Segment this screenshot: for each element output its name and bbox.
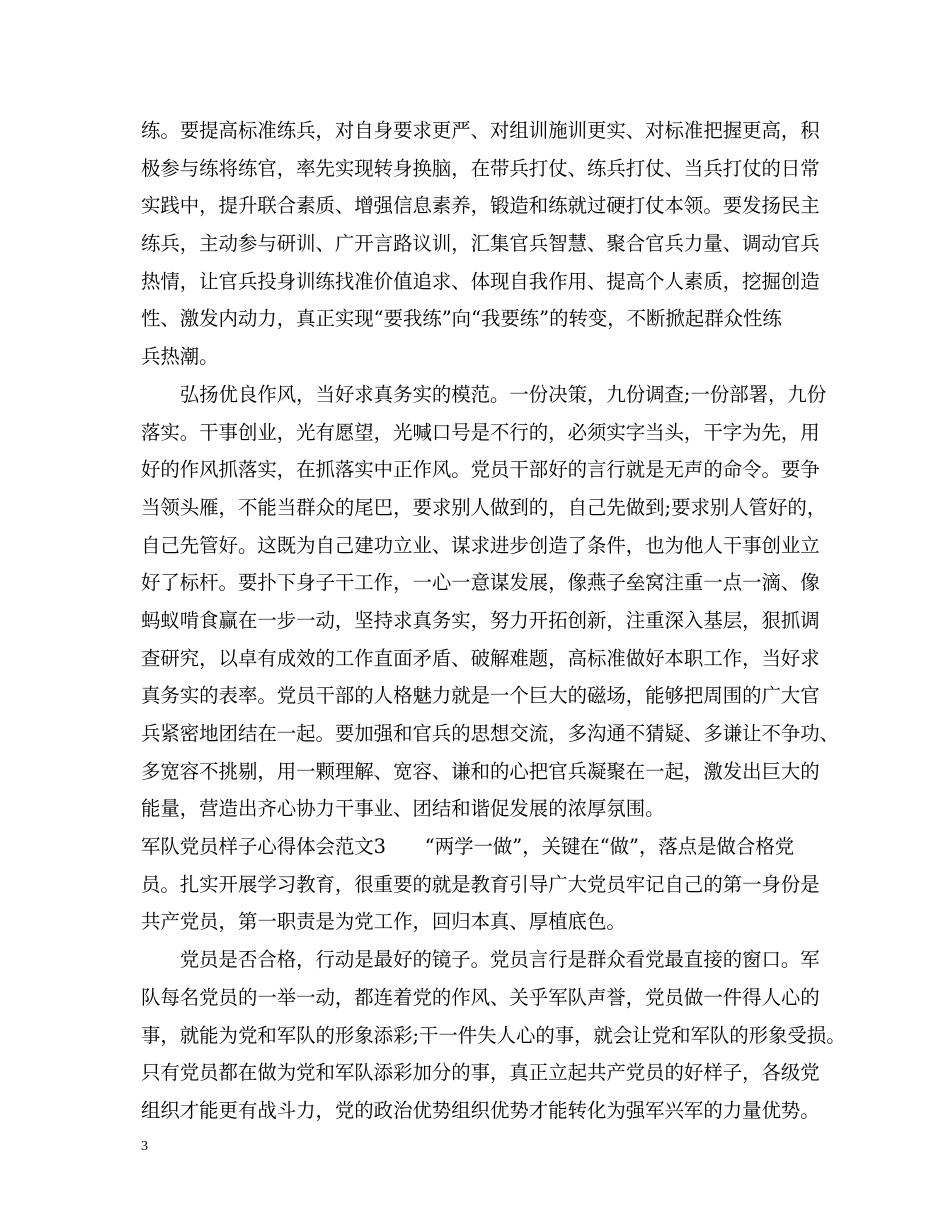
text-line: 落实。干事创业，光有愿望，光喊口号是不行的，必须实字当头，干字为先，用: [141, 420, 820, 444]
text-line: 真务实的表率。党员干部的人格魅力就是一个巨大的磁场，能够把周围的广大官: [141, 684, 820, 708]
text-line: 蚂蚁啃食赢在一步一动，坚持求真务实，努力开拓创新，注重深入基层，狠抓调: [141, 608, 820, 632]
text-line: 军队党员样子心得体会范文3 “两学一做”，关键在“做”，落点是做合格党: [141, 835, 795, 859]
text-line: 能量，营造出齐心协力干事业、团结和谐促发展的浓厚氛围。: [141, 797, 665, 821]
text-line: 党员是否合格，行动是最好的镜子。党员言行是群众看党最直接的窗口。军: [141, 948, 820, 972]
text-line: 自己先管好。这既为自己建功立业、谋求进步创造了条件，也为他人干事创业立: [141, 533, 820, 557]
text-line: 好了标杆。要扑下身子干工作，一心一意谋发展，像燕子垒窝注重一点一滴、像: [141, 571, 820, 595]
text-line: 查研究，以卓有成效的工作直面矛盾、破解难题，高标准做好本职工作，当好求: [141, 646, 820, 670]
paragraph-essay-3-intro: [141, 828, 821, 941]
text-line: 练兵，主动参与研训、广开言路议训，汇集官兵智慧、聚合官兵力量、调动官兵: [141, 232, 820, 256]
document-body: [141, 112, 846, 1130]
text-line: 性、激发内动力，真正实现“要我练”向“我要练”的转变，不断掀起群众性练: [141, 307, 782, 331]
text-line: 事，就能为党和军队的形象添彩;干一件失人心的事，就会让党和军队的形象受损。: [141, 1023, 846, 1047]
paragraph-training: [141, 112, 821, 376]
text-line: 共产党员，第一职责是为党工作，回归本真、厚植底色。: [141, 910, 626, 934]
paragraph-work-style: [141, 376, 840, 828]
text-line: 多宽容不挑剔，用一颗理解、宽容、谦和的心把官兵凝聚在一起，激发出巨大的: [141, 759, 820, 783]
text-line: 实践中，提升联合素质、增强信息素养，锻造和练就过硬打仗本领。要发扬民主: [141, 194, 820, 218]
text-line: 兵热潮。: [141, 345, 219, 369]
text-line: 极参与练将练官，率先实现转身换脑，在带兵打仗、练兵打仗、当兵打仗的日常: [141, 156, 820, 180]
text-line: 兵紧密地团结在一起。要加强和官兵的思想交流，多沟通不猜疑、多谦让不争功、: [141, 722, 840, 745]
text-line: 员。扎实开展学习教育，很重要的就是教育引导广大党员牢记自己的第一身份是: [141, 872, 820, 896]
text-line: 好的作风抓落实，在抓落实中正作风。党员干部好的言行就是无声的命令。要争: [141, 458, 820, 482]
text-line: 练。要提高标准练兵，对自身要求更严、对组训施训更实、对标准把握更高，积: [141, 119, 820, 142]
text-line: 队每名党员的一举一动，都连着党的作风、关乎军队声誉，党员做一件得人心的: [141, 985, 820, 1009]
text-line: 组织才能更有战斗力，党的政治优势组织优势才能转化为强军兴军的力量优势。: [141, 1098, 820, 1122]
text-line: 当领头雁，不能当群众的尾巴，要求别人做到的，自己先做到;要求别人管好的，: [141, 495, 827, 519]
text-line: 热情，让官兵投身训练找准价值追求、体现自我作用、提高个人素质，挖掘创造: [141, 269, 820, 293]
paragraph-party-members: [141, 941, 846, 1129]
page-number: 3: [141, 1139, 148, 1154]
text-line: 弘扬优良作风，当好求真务实的模范。一份决策，九份调查;一份部署，九份: [141, 382, 827, 406]
text-line: 只有党员都在做为党和军队添彩加分的事，真正立起共产党员的好样子，各级党: [141, 1061, 820, 1085]
